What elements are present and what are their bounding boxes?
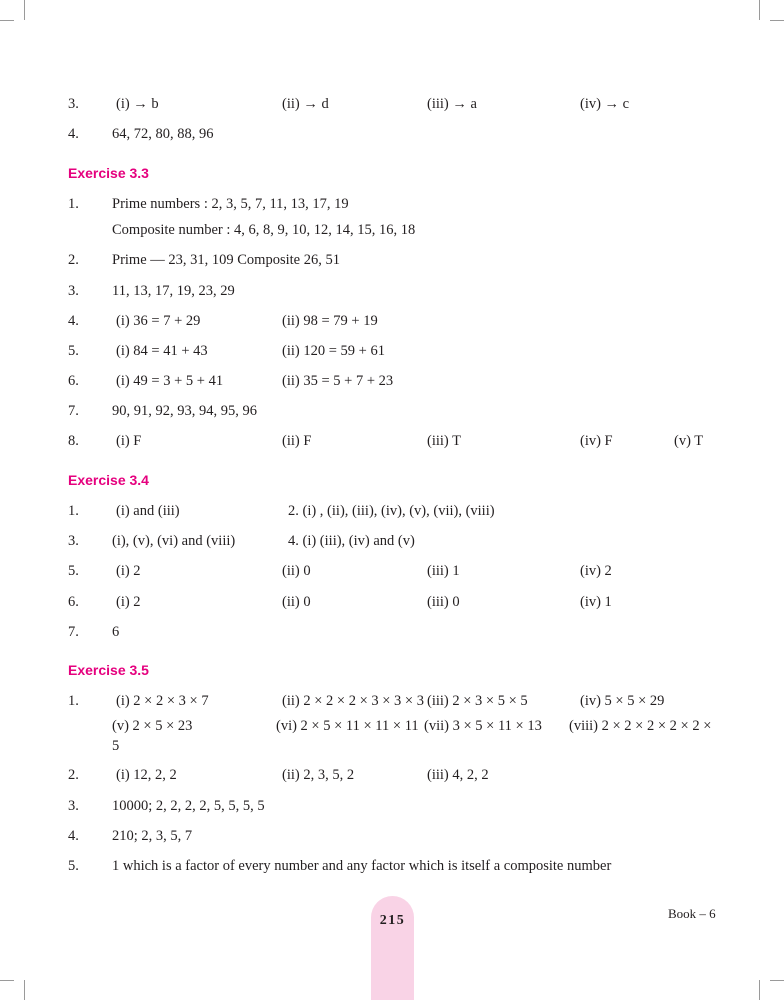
- question-number: 4.: [68, 828, 79, 844]
- question-number: 1.: [68, 196, 79, 212]
- question-number: 5.: [68, 858, 79, 874]
- question-number: 7.: [68, 403, 79, 419]
- question-number: 2.: [68, 252, 79, 268]
- answer-text: Prime numbers : 2, 3, 5, 7, 11, 13, 17, 19: [112, 196, 349, 212]
- answer-text: Composite number : 4, 6, 8, 9, 10, 12, 14, 15, 16, 18: [112, 222, 416, 238]
- question-number: 4.: [68, 313, 79, 329]
- crop-mark: [0, 20, 14, 21]
- book-label: Book – 6: [668, 906, 716, 921]
- question-number: 3.: [68, 533, 79, 549]
- crop-mark: [24, 980, 25, 1000]
- question-number: 2.: [68, 767, 79, 783]
- answer-part: (ii) 0: [282, 594, 311, 610]
- crop-mark: [0, 980, 14, 981]
- answer-text: 11, 13, 17, 19, 23, 29: [112, 283, 235, 299]
- question-number: 4.: [68, 126, 79, 142]
- answer-part: (ii) 0: [282, 563, 311, 579]
- answer-text: 1 which is a factor of every number and any factor which is itself a composite number: [112, 858, 612, 874]
- crop-mark: [24, 0, 25, 20]
- answer-part: (ii) F: [282, 433, 312, 449]
- answer-part: (i) → b: [116, 96, 159, 112]
- answer-part: (ii) 2 × 2 × 2 × 3 × 3 × 3: [282, 693, 424, 709]
- answer-part: (iii) T: [427, 433, 461, 449]
- question-number: 8.: [68, 433, 79, 449]
- answer-part: (i) 49 = 3 + 5 + 41: [116, 373, 224, 389]
- crop-mark: [770, 20, 784, 21]
- answer-part: (i) F: [116, 433, 142, 449]
- crop-mark: [770, 980, 784, 981]
- question-number: 1.: [68, 693, 79, 709]
- answer-part: 5: [112, 738, 120, 754]
- answer-part: (v) T: [674, 433, 704, 449]
- answer-part: (i) 2: [116, 563, 141, 579]
- answer-text: 6: [112, 624, 120, 640]
- answer-part: (viii) 2 × 2 × 2 × 2 × 2 ×: [569, 718, 712, 734]
- answer-part: (i) 84 = 41 + 43: [116, 343, 208, 359]
- answer-part: (ii) 98 = 79 + 19: [282, 313, 378, 329]
- crop-mark: [759, 980, 760, 1000]
- answer-part: (i) 2 × 2 × 3 × 7: [116, 693, 209, 709]
- exercise-heading: Exercise 3.5: [68, 662, 149, 678]
- answer-part: (ii) 2, 3, 5, 2: [282, 767, 355, 783]
- crop-mark: [759, 0, 760, 20]
- question-number: 3.: [68, 798, 79, 814]
- question-number: 5.: [68, 563, 79, 579]
- exercise-heading: Exercise 3.4: [68, 472, 149, 488]
- answer-part: (iii) 0: [427, 594, 460, 610]
- answer-text: 210; 2, 3, 5, 7: [112, 828, 193, 844]
- answer-part: 4. (i) (iii), (iv) and (v): [288, 533, 415, 549]
- question-number: 5.: [68, 343, 79, 359]
- question-number: 6.: [68, 373, 79, 389]
- answer-part: (iii) → a: [427, 96, 477, 112]
- answer-part: (iv) 2: [580, 563, 612, 579]
- page-number: 215: [379, 913, 406, 928]
- question-number: 3.: [68, 96, 79, 112]
- answer-text: 10000; 2, 2, 2, 2, 5, 5, 5, 5: [112, 798, 265, 814]
- answer-part: (iv) 1: [580, 594, 612, 610]
- question-number: 6.: [68, 594, 79, 610]
- question-number: 1.: [68, 503, 79, 519]
- exercise-heading: Exercise 3.3: [68, 165, 149, 181]
- answer-part: (iv) F: [580, 433, 613, 449]
- answer-text: Prime — 23, 31, 109 Composite 26, 51: [112, 252, 340, 268]
- answer-part: 2. (i) , (ii), (iii), (iv), (v), (vii), (viii): [288, 503, 495, 519]
- answer-text: 90, 91, 92, 93, 94, 95, 96: [112, 403, 257, 419]
- answer-part: (i) 36 = 7 + 29: [116, 313, 201, 329]
- answer-part: (i) and (iii): [116, 503, 180, 519]
- answer-text: 64, 72, 80, 88, 96: [112, 126, 214, 142]
- answer-part: (ii) 35 = 5 + 7 + 23: [282, 373, 394, 389]
- answer-part: (iv) → c: [580, 96, 630, 112]
- answer-part: (v) 2 × 5 × 23: [112, 718, 193, 734]
- answer-part: (iii) 1: [427, 563, 460, 579]
- question-number: 3.: [68, 283, 79, 299]
- answer-part: (i) 12, 2, 2: [116, 767, 177, 783]
- answer-part: (ii) → d: [282, 96, 329, 112]
- answer-part: (iii) 2 × 3 × 5 × 5: [427, 693, 528, 709]
- question-number: 7.: [68, 624, 79, 640]
- answer-part: (iv) 5 × 5 × 29: [580, 693, 665, 709]
- answer-part: (vi) 2 × 5 × 11 × 11 × 11: [276, 718, 419, 734]
- answer-part: (ii) 120 = 59 + 61: [282, 343, 385, 359]
- answer-part: (vii) 3 × 5 × 11 × 13: [424, 718, 542, 734]
- page-number-tab: [371, 896, 414, 1000]
- answer-part: (i), (v), (vi) and (viii): [112, 533, 236, 549]
- answer-part: (iii) 4, 2, 2: [427, 767, 489, 783]
- answer-part: (i) 2: [116, 594, 141, 610]
